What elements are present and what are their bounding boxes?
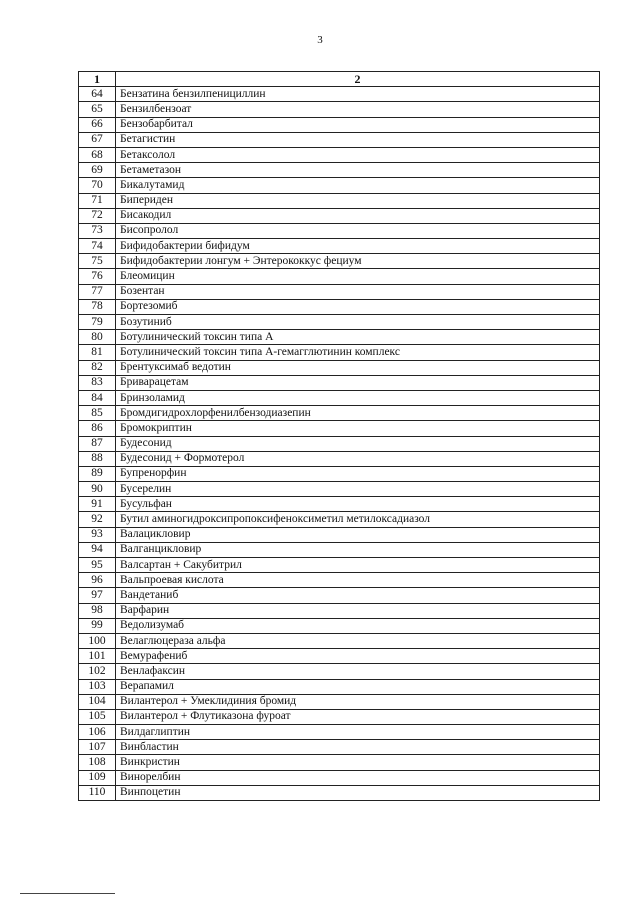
table-row bbox=[79, 725, 600, 740]
drug-name: Бриварацетам bbox=[116, 375, 600, 390]
drug-name: Бусерелин bbox=[116, 482, 600, 497]
drug-name: Винорелбин bbox=[116, 770, 600, 785]
table-row bbox=[79, 390, 600, 405]
table-row bbox=[79, 269, 600, 284]
drug-name: Бифидобактерии бифидум bbox=[116, 239, 600, 254]
row-number: 65 bbox=[79, 102, 116, 117]
table-row bbox=[79, 709, 600, 724]
row-number: 104 bbox=[79, 694, 116, 709]
drug-name: Ботулинический токсин типа А bbox=[116, 330, 600, 345]
row-number: 100 bbox=[79, 633, 116, 648]
table-row bbox=[79, 406, 600, 421]
table-row bbox=[79, 527, 600, 542]
drug-name: Валацикловир bbox=[116, 527, 600, 542]
drug-name: Вилантерол + Умеклидиния бромид bbox=[116, 694, 600, 709]
row-number: 96 bbox=[79, 573, 116, 588]
drug-name: Бутил аминогидроксипропоксифеноксиметил метилоксадиазол bbox=[116, 512, 600, 527]
row-number: 69 bbox=[79, 163, 116, 178]
table-row bbox=[79, 178, 600, 193]
table-body bbox=[79, 87, 600, 801]
row-number: 77 bbox=[79, 284, 116, 299]
drug-name: Вандетаниб bbox=[116, 588, 600, 603]
table-row bbox=[79, 193, 600, 208]
drug-name: Бензобарбитал bbox=[116, 117, 600, 132]
drug-name: Бромокриптин bbox=[116, 421, 600, 436]
table-row bbox=[79, 421, 600, 436]
drug-name: Винбластин bbox=[116, 740, 600, 755]
drug-name: Варфарин bbox=[116, 603, 600, 618]
row-number: 71 bbox=[79, 193, 116, 208]
row-number: 89 bbox=[79, 466, 116, 481]
drug-list-table bbox=[78, 71, 600, 801]
drug-name: Бензатина бензилпенициллин bbox=[116, 87, 600, 102]
table-row bbox=[79, 740, 600, 755]
table-row bbox=[79, 299, 600, 314]
table-row bbox=[79, 512, 600, 527]
row-number: 81 bbox=[79, 345, 116, 360]
table-row bbox=[79, 588, 600, 603]
drug-name: Бикалутамид bbox=[116, 178, 600, 193]
row-number: 85 bbox=[79, 406, 116, 421]
table-row bbox=[79, 345, 600, 360]
row-number: 97 bbox=[79, 588, 116, 603]
row-number: 87 bbox=[79, 436, 116, 451]
table-row bbox=[79, 436, 600, 451]
row-number: 101 bbox=[79, 649, 116, 664]
table-row bbox=[79, 239, 600, 254]
drug-name: Бисопролол bbox=[116, 223, 600, 238]
row-number: 92 bbox=[79, 512, 116, 527]
table-row bbox=[79, 466, 600, 481]
table-row bbox=[79, 679, 600, 694]
drug-name: Вилантерол + Флутиказона фуроат bbox=[116, 709, 600, 724]
table-row bbox=[79, 618, 600, 633]
drug-name: Винкристин bbox=[116, 755, 600, 770]
table-row bbox=[79, 284, 600, 299]
drug-name: Ботулинический токсин типа А-гемагглютинин комплекс bbox=[116, 345, 600, 360]
row-number: 83 bbox=[79, 375, 116, 390]
table-header-row bbox=[79, 72, 600, 87]
page-number: 3 bbox=[317, 34, 323, 46]
row-number: 72 bbox=[79, 208, 116, 223]
table-row bbox=[79, 573, 600, 588]
row-number: 76 bbox=[79, 269, 116, 284]
drug-name: Бозутиниб bbox=[116, 315, 600, 330]
row-number: 108 bbox=[79, 755, 116, 770]
table-row bbox=[79, 755, 600, 770]
table-row bbox=[79, 633, 600, 648]
table-row bbox=[79, 208, 600, 223]
row-number: 93 bbox=[79, 527, 116, 542]
table-row bbox=[79, 482, 600, 497]
table-row bbox=[79, 87, 600, 102]
row-number: 90 bbox=[79, 482, 116, 497]
table-row bbox=[79, 497, 600, 512]
drug-name: Будесонид bbox=[116, 436, 600, 451]
row-number: 79 bbox=[79, 315, 116, 330]
row-number: 95 bbox=[79, 558, 116, 573]
drug-name: Бортезомиб bbox=[116, 299, 600, 314]
drug-name: Бипериден bbox=[116, 193, 600, 208]
table-row bbox=[79, 315, 600, 330]
row-number: 86 bbox=[79, 421, 116, 436]
table-row bbox=[79, 132, 600, 147]
table-row bbox=[79, 223, 600, 238]
column-header-number: 1 bbox=[79, 72, 116, 87]
row-number: 80 bbox=[79, 330, 116, 345]
row-number: 102 bbox=[79, 664, 116, 679]
row-number: 105 bbox=[79, 709, 116, 724]
table-row bbox=[79, 375, 600, 390]
table-row bbox=[79, 360, 600, 375]
row-number: 107 bbox=[79, 740, 116, 755]
drug-name: Вальпроевая кислота bbox=[116, 573, 600, 588]
table-row bbox=[79, 558, 600, 573]
table-row bbox=[79, 163, 600, 178]
drug-name: Бромдигидрохлорфенилбензодиазепин bbox=[116, 406, 600, 421]
drug-name: Верапамил bbox=[116, 679, 600, 694]
drug-name: Брентуксимаб ведотин bbox=[116, 360, 600, 375]
drug-name: Вилдаглиптин bbox=[116, 725, 600, 740]
row-number: 82 bbox=[79, 360, 116, 375]
row-number: 70 bbox=[79, 178, 116, 193]
row-number: 74 bbox=[79, 239, 116, 254]
row-number: 67 bbox=[79, 132, 116, 147]
row-number: 75 bbox=[79, 254, 116, 269]
table-row bbox=[79, 694, 600, 709]
table-row bbox=[79, 785, 600, 800]
drug-name: Бетаксолол bbox=[116, 147, 600, 162]
drug-name: Бифидобактерии лонгум + Энтерококкус фециум bbox=[116, 254, 600, 269]
drug-name: Бетаметазон bbox=[116, 163, 600, 178]
drug-name: Вемурафениб bbox=[116, 649, 600, 664]
row-number: 94 bbox=[79, 542, 116, 557]
row-number: 91 bbox=[79, 497, 116, 512]
drug-name: Ведолизумаб bbox=[116, 618, 600, 633]
column-header-name: 2 bbox=[116, 72, 600, 87]
drug-name: Бисакодил bbox=[116, 208, 600, 223]
drug-name: Венлафаксин bbox=[116, 664, 600, 679]
row-number: 66 bbox=[79, 117, 116, 132]
row-number: 78 bbox=[79, 299, 116, 314]
row-number: 68 bbox=[79, 147, 116, 162]
row-number: 98 bbox=[79, 603, 116, 618]
table-row bbox=[79, 451, 600, 466]
drug-name: Блеомицин bbox=[116, 269, 600, 284]
table-row bbox=[79, 330, 600, 345]
table-row bbox=[79, 147, 600, 162]
drug-name: Валсартан + Сакубитрил bbox=[116, 558, 600, 573]
drug-name: Бетагистин bbox=[116, 132, 600, 147]
table-row bbox=[79, 102, 600, 117]
drug-name: Будесонид + Формотерол bbox=[116, 451, 600, 466]
drug-name: Винпоцетин bbox=[116, 785, 600, 800]
row-number: 88 bbox=[79, 451, 116, 466]
row-number: 106 bbox=[79, 725, 116, 740]
row-number: 110 bbox=[79, 785, 116, 800]
drug-name: Бринзоламид bbox=[116, 390, 600, 405]
drug-name: Валганцикловир bbox=[116, 542, 600, 557]
row-number: 99 bbox=[79, 618, 116, 633]
row-number: 73 bbox=[79, 223, 116, 238]
table-row bbox=[79, 770, 600, 785]
drug-name: Велаглюцераза альфа bbox=[116, 633, 600, 648]
drug-name: Бозентан bbox=[116, 284, 600, 299]
row-number: 109 bbox=[79, 770, 116, 785]
row-number: 103 bbox=[79, 679, 116, 694]
footer-rule bbox=[20, 893, 115, 894]
table-row bbox=[79, 664, 600, 679]
table-row bbox=[79, 254, 600, 269]
table-row bbox=[79, 542, 600, 557]
table-row bbox=[79, 117, 600, 132]
drug-name: Бензилбензоат bbox=[116, 102, 600, 117]
drug-name: Бупренорфин bbox=[116, 466, 600, 481]
row-number: 64 bbox=[79, 87, 116, 102]
table-row bbox=[79, 603, 600, 618]
table-row bbox=[79, 649, 600, 664]
row-number: 84 bbox=[79, 390, 116, 405]
drug-name: Бусульфан bbox=[116, 497, 600, 512]
